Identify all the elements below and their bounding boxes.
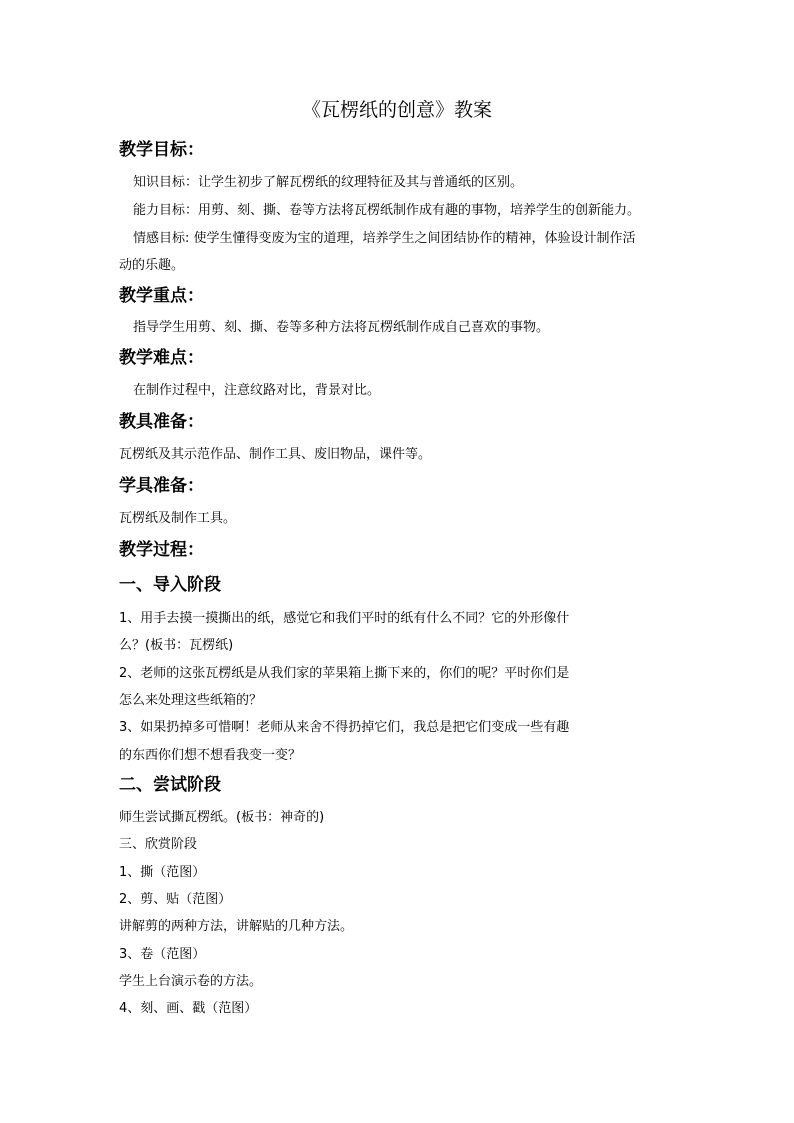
intro-item3-line2: 的东西你们想不想看我变一变？ bbox=[119, 748, 302, 763]
trial-line1: 师生尝试撕瓦楞纸。(板书：神奇的) bbox=[119, 810, 325, 825]
appreciation-item3: 3、卷（范图） bbox=[119, 947, 206, 962]
intro-item1-line2: 么？(板书：瓦楞纸) bbox=[119, 638, 234, 653]
heading-teaching-goals: 教学目标： bbox=[119, 140, 204, 160]
appreciation-heading: 三、欣赏阶段 bbox=[119, 837, 198, 852]
difficulties-text: 在制作过程中，注意纹路对比，背景对比。 bbox=[133, 383, 381, 398]
heading-key-points: 教学重点： bbox=[119, 286, 204, 306]
intro-item1-line1: 1、用手去摸一摸撕出的纸，感觉它和我们平时的纸有什么不同？它的外形像什 bbox=[119, 611, 570, 626]
student-prep-text: 瓦楞纸及制作工具。 bbox=[119, 511, 237, 526]
appreciation-item4: 4、刻、画、戳（范图） bbox=[119, 1001, 258, 1016]
heading-student-prep: 学具准备： bbox=[119, 476, 204, 496]
appreciation-item2-note: 讲解剪的两种方法，讲解贴的几种方法。 bbox=[119, 919, 354, 934]
intro-item3-line1: 3、如果扔掉多可惜啊！老师从来舍不得扔掉它们，我总是把它们变成一些有趣 bbox=[119, 720, 570, 735]
key-points-text: 指导学生用剪、刻、撕、卷等多种方法将瓦楞纸制作成自己喜欢的事物。 bbox=[133, 320, 550, 335]
heading-stage-intro: 一、导入阶段 bbox=[119, 575, 221, 595]
intro-item2-line2: 怎么来处理这些纸箱的？ bbox=[119, 693, 263, 708]
intro-item2-line1: 2、老师的这张瓦楞纸是从我们家的苹果箱上撕下来的，你们的呢？平时你们是 bbox=[119, 666, 570, 681]
heading-stage-trial: 二、尝试阶段 bbox=[119, 775, 221, 795]
emotion-goal-line1: 情感目标: 使学生懂得变废为宝的道理，培养学生之间团结协作的精神，体验设计制作活 bbox=[133, 231, 636, 246]
appreciation-item2: 2、剪、贴（范图） bbox=[119, 892, 232, 907]
heading-teacher-prep: 教具准备： bbox=[119, 412, 204, 432]
ability-goal: 能力目标：用剪、刻、撕、卷等方法将瓦楞纸制作成有趣的事物，培养学生的创新能力。 bbox=[133, 203, 641, 218]
teacher-prep-text: 瓦楞纸及其示范作品、制作工具、废旧物品，课件等。 bbox=[119, 447, 432, 462]
appreciation-item1: 1、撕（范图） bbox=[119, 865, 206, 880]
heading-teaching-process: 教学过程： bbox=[119, 540, 204, 560]
knowledge-goal: 知识目标：让学生初步了解瓦楞纸的纹理特征及其与普通纸的区别。 bbox=[133, 175, 524, 190]
heading-difficulties: 教学难点： bbox=[119, 348, 204, 368]
emotion-goal-line2: 动的乐趣。 bbox=[119, 258, 185, 273]
appreciation-item3-note: 学生上台演示卷的方法。 bbox=[119, 974, 263, 989]
document-title: 《瓦楞纸的创意》教案 bbox=[301, 99, 492, 121]
